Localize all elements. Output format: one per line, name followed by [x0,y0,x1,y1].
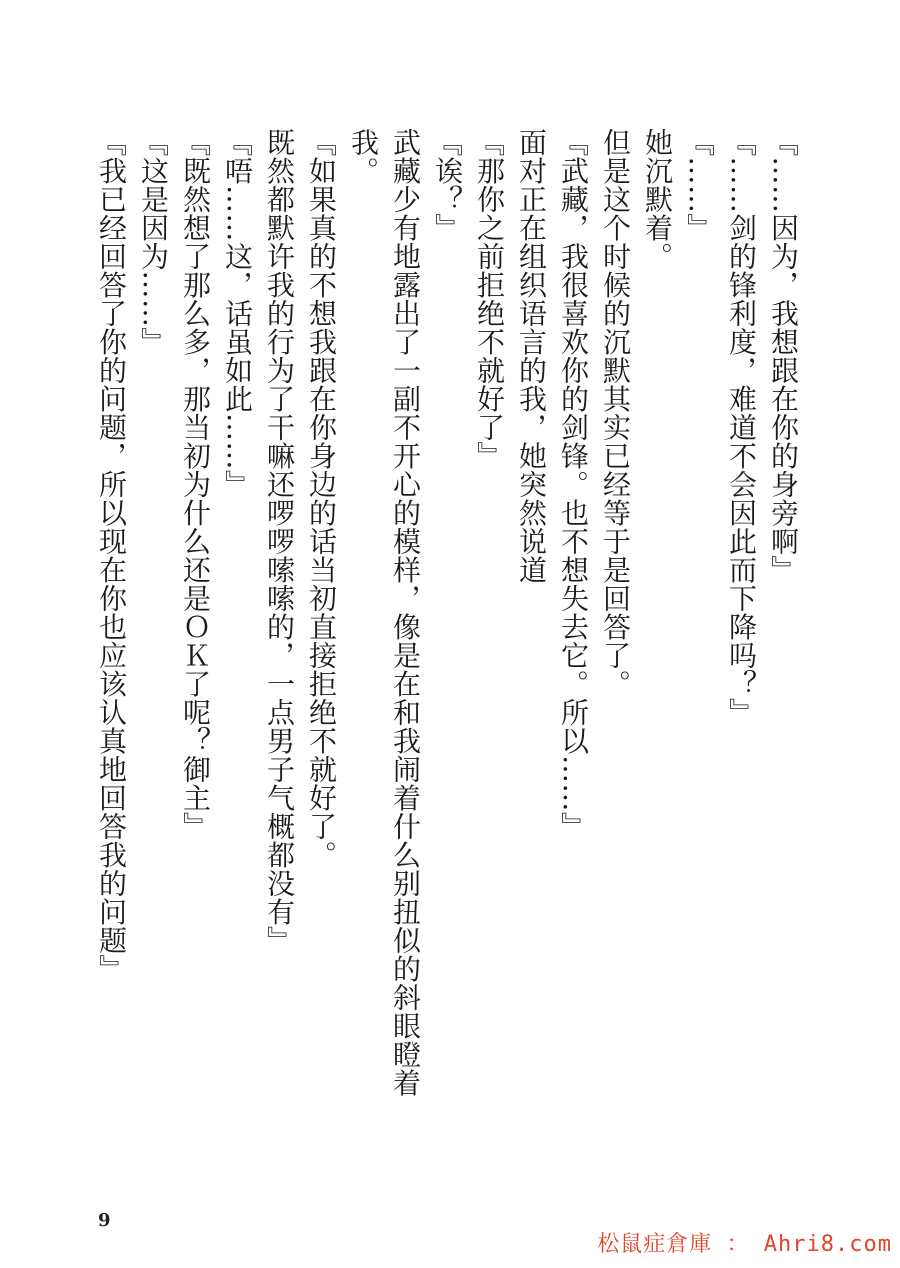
text-line-13: 『唔……这，话虽如此……』 [221,128,254,499]
page-number: 9 [98,1210,111,1231]
text-line-8: 『那你之前拒绝不就好了』 [473,128,506,470]
text-line-3: 『……』 [683,128,716,242]
text-line-16: 『我已经回答了你的问题，所以现在你也应该认真地回答我的问题』 [95,128,128,983]
text-line-15: 『这是因为……』 [137,128,170,356]
text-line-6: 『武藏，我很喜欢你的剑锋。也不想失去它。所以……』 [557,128,590,841]
text-line-7: 面对正在组织语言的我，她突然说道 [515,128,548,584]
text-line-10: 武藏少有地露出了一副不开心的模样，像是在和我闹着什么别扭似的斜眼瞪着我。 [347,128,422,1097]
text-line-11: 『如果真的不想我跟在你身边的话当初直接拒绝不就好了。 [305,128,338,869]
text-line-5: 但是这个时候的沉默其实已经等于是回答了。 [599,128,632,698]
text-line-2: 『……剑的锋利度，难道不会因此而下降吗？』 [725,128,758,727]
vertical-text-body [90,128,804,1128]
text-line-4: 她沉默着。 [641,128,674,271]
text-line-12: 既然都默许我的行为了干嘛还啰啰嗦嗦的，一点男子气概都没有』 [263,128,296,955]
site-watermark: 松鼠症倉庫 ： Ahri8.com [597,1232,892,1257]
text-line-14: 『既然想了那么多，那当初为什么还是ＯＫ了呢？御主』 [179,128,212,841]
text-line-9: 『诶？』 [431,128,464,242]
text-line-1: 『……因为，我想跟在你的身旁啊』 [767,128,800,584]
